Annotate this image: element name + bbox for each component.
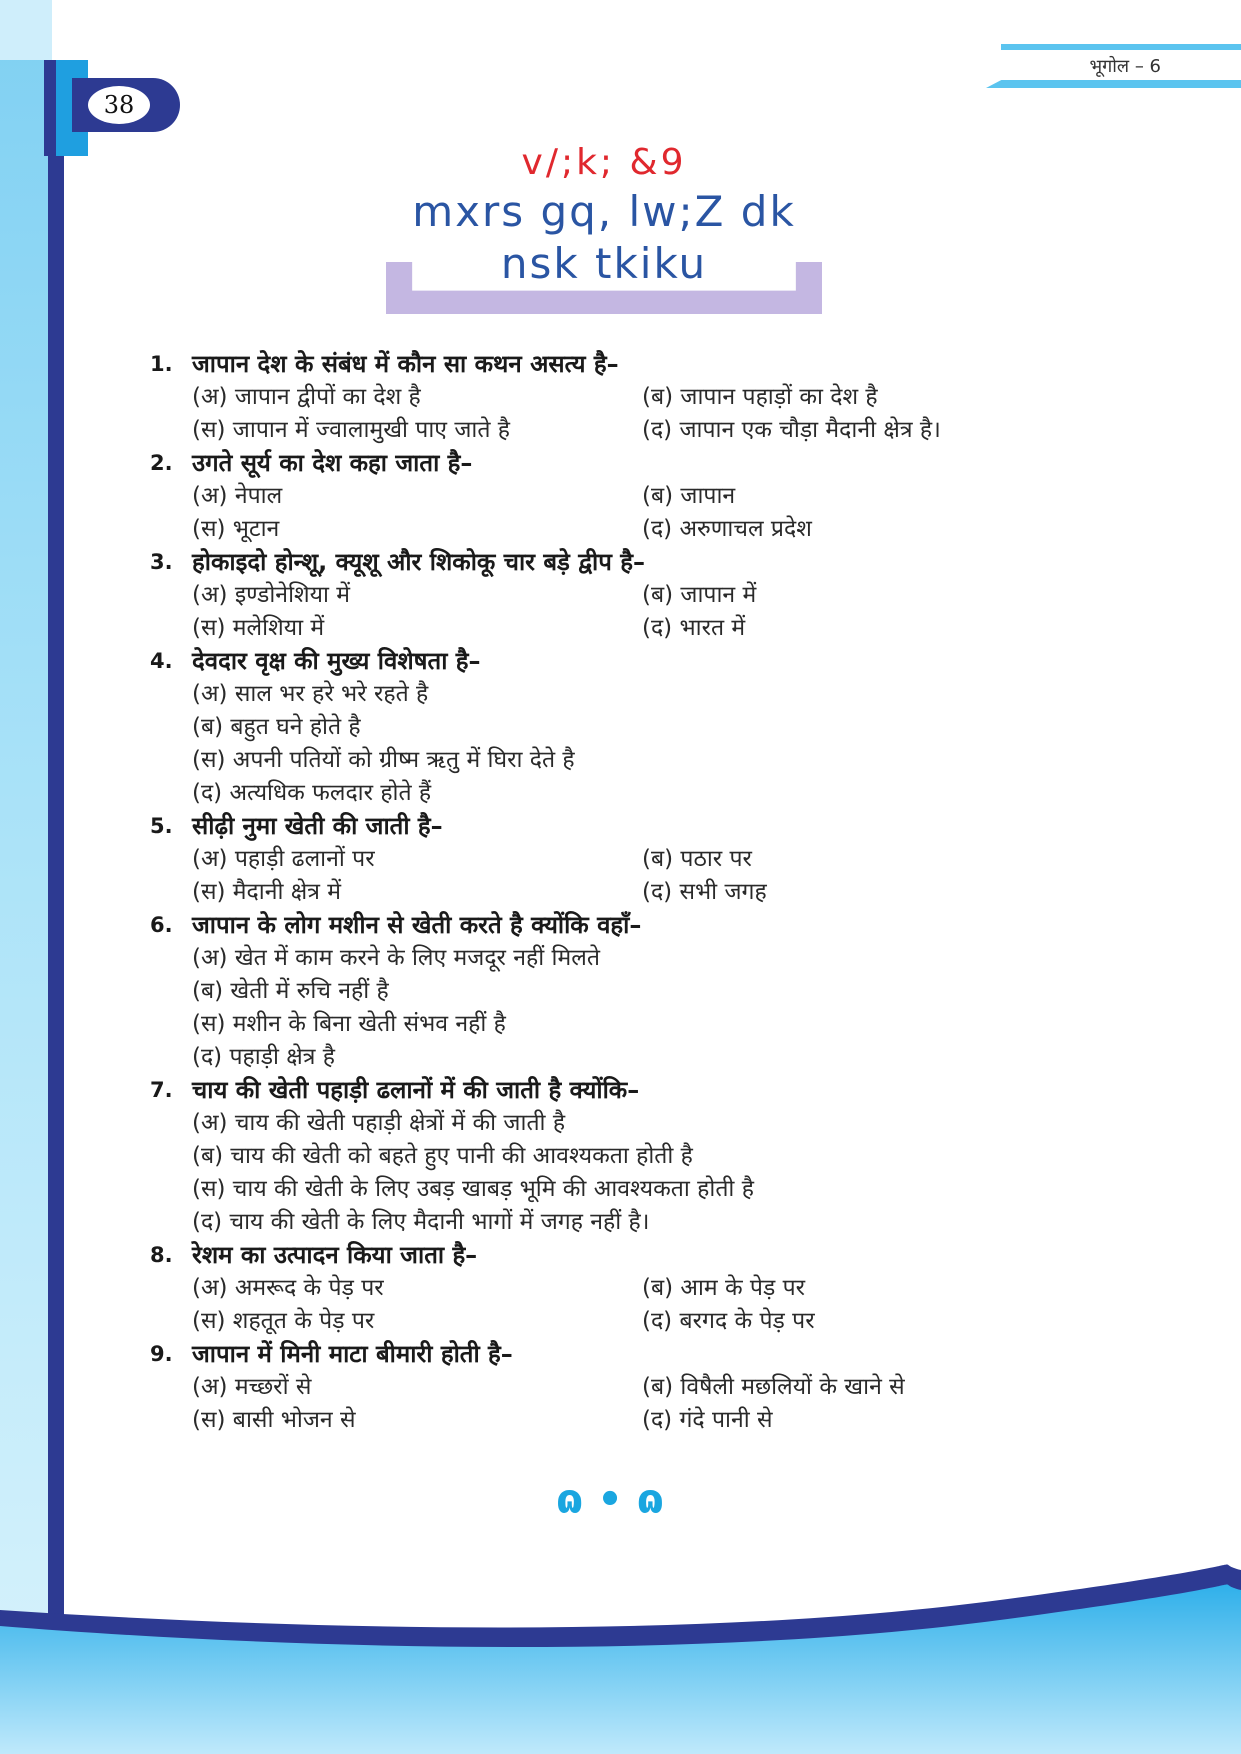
option-c: (स) चाय की खेती के लिए उबड़ खाबड़ भूमि की आवश्यकता होती है (192, 1176, 754, 1202)
option-a: (अ) मच्छरों से (192, 1374, 312, 1400)
option-a: (अ) चाय की खेती पहाड़ी क्षेत्रों में की जाती है (192, 1110, 566, 1136)
option-a: (अ) पहाड़ी ढलानों पर (192, 846, 375, 872)
header-bar-top (1001, 44, 1241, 50)
option-d: (द) अत्यधिक फलदार होते हैं (192, 780, 432, 806)
question-text: जापान में मिनी माटा बीमारी होती है– (192, 1340, 513, 1368)
options-row (150, 1107, 1050, 1140)
footer-wave (0, 1560, 1241, 1754)
corner-decor (0, 0, 52, 60)
question-2 (150, 447, 1050, 480)
option-c: (स) मैदानी क्षेत्र में (192, 879, 342, 905)
question-text: रेशम का उत्पादन किया जाता है– (192, 1241, 478, 1269)
option-c: (स) जापान में ज्वालामुखी पाए जाते है (192, 417, 510, 443)
options-row (150, 1371, 1050, 1404)
options-row (150, 1173, 1050, 1206)
options-row (150, 480, 1050, 513)
option-d: (द) भारत में (642, 615, 746, 641)
option-c: (स) बासी भोजन से (192, 1407, 356, 1433)
option-a: (अ) साल भर हरे भरे रहते है (192, 681, 429, 707)
options-row (150, 1272, 1050, 1305)
option-d: (द) अरुणाचल प्रदेश (642, 516, 812, 542)
options-row (150, 777, 1050, 810)
option-a: (अ) खेत में काम करने के लिए मजदूर नहीं मिलते (192, 945, 600, 971)
chapter-title-line2: nsk tkiku (500, 239, 708, 288)
question-number: 7. (150, 1078, 173, 1102)
question-4 (150, 645, 1050, 678)
option-b: (ब) चाय की खेती को बहते हुए पानी की आवश्यकता होती है (192, 1143, 693, 1169)
question-3 (150, 546, 1050, 579)
options-row (150, 711, 1050, 744)
header-bar-bottom (986, 80, 1241, 88)
options-row (150, 678, 1050, 711)
left-decor-band (0, 0, 52, 1754)
option-b: (ब) जापान पहाड़ों का देश है (642, 384, 878, 410)
option-d: (द) बरगद के पेड़ पर (642, 1308, 815, 1334)
question-list (150, 348, 1050, 1437)
question-7 (150, 1074, 1050, 1107)
question-number: 5. (150, 814, 173, 838)
options-row (150, 513, 1050, 546)
question-number: 2. (150, 451, 173, 475)
option-a: (अ) जापान द्वीपों का देश है (192, 384, 421, 410)
option-d: (द) गंदे पानी से (642, 1407, 773, 1433)
option-c: (स) मशीन के बिना खेती संभव नहीं है (192, 1011, 506, 1037)
option-c: (स) अपनी पतियों को ग्रीष्म ऋतु में घिरा देते है (192, 747, 575, 773)
option-b: (ब) पठार पर (642, 846, 752, 872)
question-text: जापान के लोग मशीन से खेती करते है क्योंकि वहाँ– (192, 911, 642, 939)
options-row (150, 1140, 1050, 1173)
question-text: चाय की खेती पहाड़ी ढलानों में की जाती है क्योंकि– (192, 1076, 640, 1104)
option-b: (ब) आम के पेड़ पर (642, 1275, 806, 1301)
options-row (150, 381, 1050, 414)
question-number: 9. (150, 1342, 173, 1366)
options-row (150, 612, 1050, 645)
options-row (150, 843, 1050, 876)
question-6 (150, 909, 1050, 942)
question-number: 8. (150, 1243, 173, 1267)
page-number: 38 (88, 86, 150, 124)
option-d: (द) जापान एक चौड़ा मैदानी क्षेत्र है। (642, 417, 941, 443)
option-d: (द) पहाड़ी क्षेत्र है (192, 1044, 335, 1070)
option-a: (अ) नेपाल (192, 483, 283, 509)
question-number: 6. (150, 913, 173, 937)
options-row (150, 942, 1050, 975)
end-ornament: ɷ • ɷ (556, 1477, 664, 1523)
option-b: (ब) विषैली मछलियों के खाने से (642, 1374, 905, 1400)
options-row (150, 414, 1050, 447)
option-c: (स) शहतूत के पेड़ पर (192, 1308, 375, 1334)
page-tab-stripe (44, 60, 56, 156)
question-1 (150, 348, 1050, 381)
question-text: उगते सूर्य का देश कहा जाता है– (192, 449, 473, 477)
question-number: 4. (150, 649, 173, 673)
question-8 (150, 1239, 1050, 1272)
question-number: 3. (150, 550, 173, 574)
option-a: (अ) इण्डोनेशिया में (192, 582, 351, 608)
option-c: (स) भूटान (192, 516, 280, 542)
options-row (150, 579, 1050, 612)
option-d: (द) सभी जगह (642, 879, 767, 905)
subject-label: भूगोल – 6 (1089, 56, 1161, 77)
options-row (150, 876, 1050, 909)
options-row (150, 1008, 1050, 1041)
option-b: (ब) जापान (642, 483, 736, 509)
question-number: 1. (150, 352, 173, 376)
chapter-number: v/;k; &9 (521, 142, 687, 183)
options-row (150, 1404, 1050, 1437)
options-row (150, 1206, 1050, 1239)
chapter-title-line1: mxrs gq, lw;Z dk (412, 187, 796, 236)
chapter-title (386, 140, 822, 290)
options-row (150, 1305, 1050, 1338)
left-navy-stripe (48, 60, 64, 1620)
options-row (150, 744, 1050, 777)
question-9 (150, 1338, 1050, 1371)
option-a: (अ) अमरूद के पेड़ पर (192, 1275, 384, 1301)
option-b: (ब) खेती में रुचि नहीं है (192, 978, 389, 1004)
option-b: (ब) जापान में (642, 582, 757, 608)
question-text: सीढ़ी नुमा खेती की जाती है– (192, 812, 443, 840)
question-text: देवदार वृक्ष की मुख्य विशेषता है– (192, 647, 481, 675)
option-c: (स) मलेशिया में (192, 615, 325, 641)
options-row (150, 1041, 1050, 1074)
question-5 (150, 810, 1050, 843)
option-b: (ब) बहुत घने होते है (192, 714, 361, 740)
question-text: जापान देश के संबंध में कौन सा कथन असत्य है– (192, 350, 619, 378)
option-d: (द) चाय की खेती के लिए मैदानी भागों में जगह नहीं है। (192, 1209, 650, 1235)
options-row (150, 975, 1050, 1008)
question-text: होकाइदो होन्शू, क्यूशू और शिकोकू चार बड़े द्वीप है– (192, 548, 645, 576)
